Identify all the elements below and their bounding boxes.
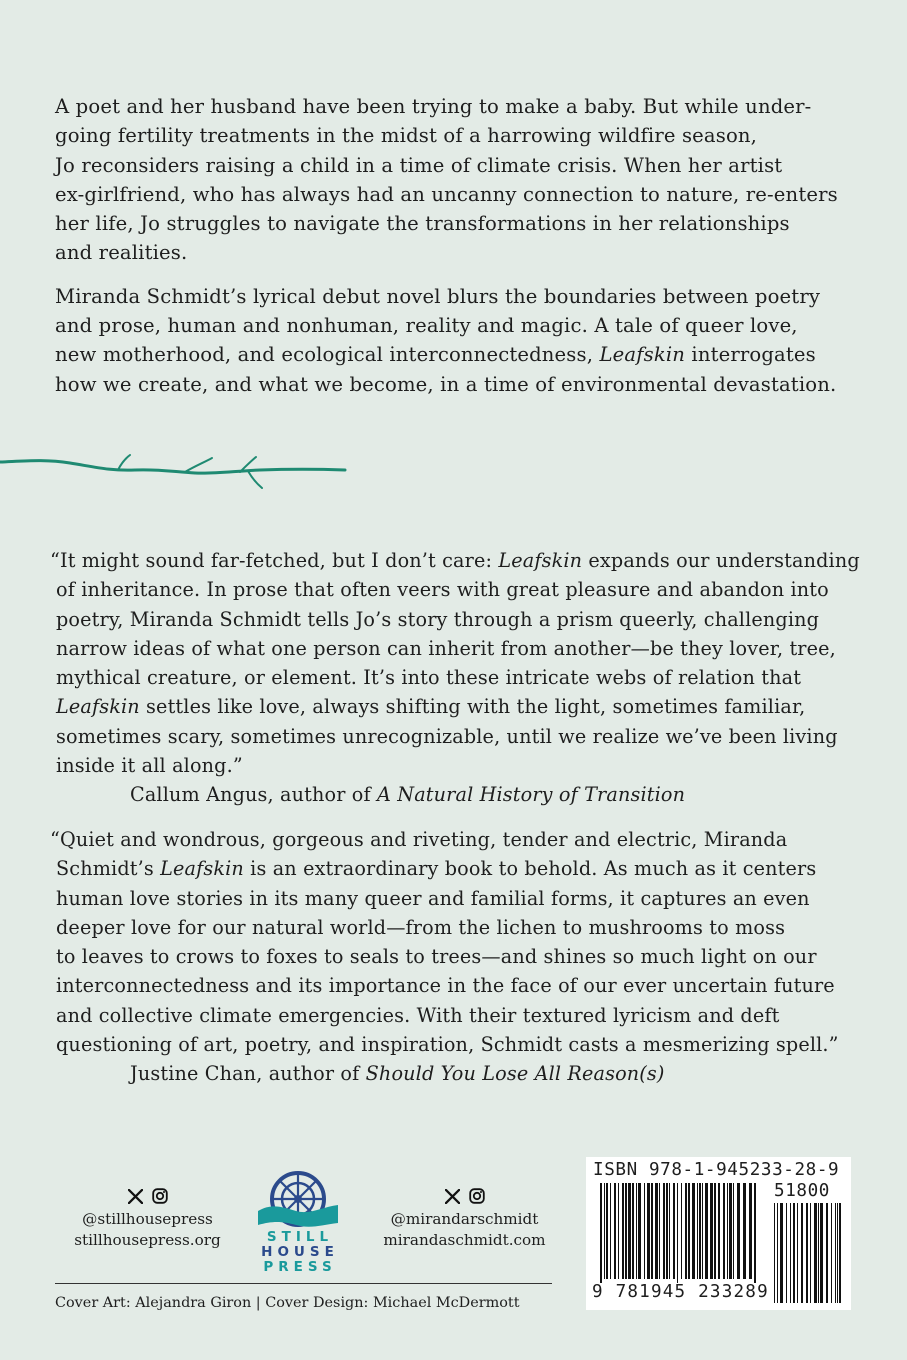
author-website[interactable]: mirandaschmidt.com — [383, 1231, 546, 1249]
description-blurb — [55, 92, 855, 413]
barcode-bar — [666, 1183, 668, 1279]
barcode-bar — [651, 1183, 653, 1279]
blurb-paragraph-1 — [55, 92, 855, 268]
author-contact — [372, 1186, 557, 1251]
barcode-bar — [647, 1183, 650, 1279]
book-title: Leafskin — [56, 695, 140, 719]
cover-credits: Cover Art: Alejandra Giron | Cover Design: Michael McDermott — [55, 1295, 520, 1311]
quote-body — [50, 825, 860, 1059]
blurb-line: ex-girlfriend, who has always had an uncanny connection to nature, re-enters — [55, 182, 838, 206]
logo-word: STILL — [266, 1229, 334, 1245]
price-code: 51800 — [774, 1181, 830, 1201]
quote-line: narrow ideas of what one person can inherit from another—be they lover, tree, — [56, 636, 836, 660]
publisher-social-icons — [55, 1186, 240, 1206]
barcode-bar — [818, 1203, 819, 1303]
book-title: Leafskin — [160, 857, 244, 881]
footer-divider — [55, 1283, 552, 1284]
barcode-bar — [638, 1183, 641, 1279]
barcode-bar — [826, 1203, 828, 1303]
quote-body — [50, 546, 860, 780]
barcode-bar — [618, 1183, 619, 1279]
barcode-bar — [659, 1183, 660, 1279]
barcode-bar — [729, 1183, 732, 1279]
vine-illustration — [0, 448, 350, 493]
blurb-line: and realities. — [55, 241, 188, 265]
quote-line: expands our understanding — [582, 549, 860, 572]
barcode-bar — [688, 1183, 690, 1279]
barcode-bar — [702, 1183, 703, 1279]
barcode-bar — [777, 1203, 778, 1303]
barcode-bar — [797, 1203, 798, 1303]
quote-line: is an extraordinary book to behold. As much as it centers — [243, 857, 817, 881]
barcode-bar — [610, 1183, 611, 1279]
quote-line: deeper love for our natural world—from the lichen to mushrooms to moss — [56, 915, 786, 939]
barcode-bar — [786, 1203, 787, 1303]
blurb-line: Miranda Schmidt’s lyrical debut novel blurs the boundaries between poetry — [55, 284, 821, 308]
blurb-line: how we create, and what we become, in a time of environmental devastation. — [55, 372, 837, 396]
barcode-bar — [632, 1183, 634, 1279]
barcode-bar — [737, 1183, 740, 1279]
book-title: Leafskin — [498, 549, 583, 572]
barcode-bar — [806, 1203, 808, 1303]
quote-line: poetry, Miranda Schmidt tells Jo’s story through a prism queerly, challenging — [56, 607, 820, 631]
quote-line: mythical creature, or element. It’s into these intricate webs of relation that — [56, 666, 802, 690]
x-icon[interactable] — [128, 1189, 143, 1204]
quote-line: settles like love, always shifting with the light, sometimes familiar, — [139, 695, 806, 719]
instagram-icon[interactable] — [152, 1188, 168, 1204]
blurb-quote-callum-angus — [50, 546, 860, 810]
logo-word: PRESS — [263, 1259, 337, 1275]
barcode-bar — [663, 1183, 665, 1279]
blurb-quote-justine-chan — [50, 825, 860, 1089]
barcode-bar — [655, 1183, 658, 1279]
barcode-bar — [820, 1203, 823, 1303]
barcode-bar — [677, 1183, 678, 1283]
barcode-bar — [604, 1183, 605, 1279]
isbn-number: ISBN 978-1-945233-28-9 — [593, 1160, 840, 1180]
attributed-book-title: A Natural History of Transition — [377, 783, 686, 807]
quote-attribution — [50, 780, 860, 809]
barcode-bar — [835, 1203, 836, 1303]
barcode-bar — [837, 1203, 838, 1303]
quote-line: interconnectedness and its importance in the face of our ever uncertain future — [56, 974, 835, 998]
barcode-bar — [636, 1183, 637, 1279]
blurb-line: going fertility treatments in the midst of a harrowing wildfire season, — [55, 124, 758, 148]
quote-line: to leaves to crows to foxes to seals to trees—and shines so much light on our — [56, 945, 817, 969]
attributed-book-title: Should You Lose All Reason(s) — [365, 1062, 665, 1086]
barcode-bar — [705, 1183, 708, 1279]
barcode-bar — [710, 1183, 713, 1279]
blurb-paragraph-2 — [55, 282, 855, 399]
quote-line: Schmidt’s — [56, 857, 161, 881]
still-house-press-logo — [252, 1159, 344, 1275]
barcode-bar — [628, 1183, 631, 1279]
barcode-bar — [600, 1183, 602, 1283]
publisher-contact — [55, 1186, 240, 1251]
blurb-line: Jo reconsiders raising a child in a time of climate crisis. When her artist — [55, 153, 783, 177]
blurb-line: new motherhood, and ecological interconnectedness, — [55, 343, 600, 367]
quote-line: and collective climate emergencies. With their textured lyricism and deft — [56, 1003, 780, 1027]
barcode-bar — [743, 1183, 746, 1279]
quote-line: of inheritance. In prose that often veers with great pleasure and abandon into — [56, 578, 829, 602]
barcode-bar — [810, 1203, 811, 1303]
quote-line: inside it all along.” — [56, 754, 243, 778]
logo-word: HOUSE — [261, 1244, 339, 1260]
barcode-bar — [644, 1183, 645, 1279]
ean-digits: 9 781945 233289 — [592, 1282, 769, 1302]
barcode-bar — [793, 1203, 795, 1303]
barcode-bar — [727, 1183, 728, 1279]
blurb-line: her life, Jo struggles to navigate the transformations in her relationships — [55, 212, 790, 236]
book-title: Leafskin — [599, 343, 686, 367]
barcode-bar — [718, 1183, 720, 1279]
attribution-text: Callum Angus, author of — [130, 783, 377, 807]
barcode-bar — [774, 1203, 775, 1303]
blurb-line: interrogates — [685, 343, 816, 367]
quote-line: “It might sound far-fetched, but I don’t care: — [50, 549, 499, 572]
barcode-bar — [692, 1183, 695, 1279]
barcode-bar — [685, 1183, 687, 1279]
blurb-line: A poet and her husband have been trying to make a baby. But while under- — [55, 95, 812, 118]
barcode-bar — [733, 1183, 734, 1279]
author-handle[interactable]: @mirandarschmidt — [390, 1210, 539, 1228]
publisher-website[interactable]: stillhousepress.org — [74, 1231, 221, 1249]
author-social-icons — [372, 1186, 557, 1206]
quote-attribution — [50, 1059, 860, 1088]
barcode-bar — [669, 1183, 670, 1279]
barcode-bar — [673, 1183, 675, 1279]
barcode-bar — [625, 1183, 627, 1279]
barcode-bar — [780, 1203, 783, 1303]
attribution-text: Justine Chan, author of — [130, 1062, 366, 1086]
barcode-bar — [749, 1183, 752, 1279]
quote-line: questioning of art, poetry, and inspiration, Schmidt casts a mesmerizing spell.” — [56, 1033, 839, 1057]
quote-line: “Quiet and wondrous, gorgeous and riveting, tender and electric, Miranda — [50, 828, 788, 851]
barcode-bar — [831, 1203, 832, 1303]
barcode-bar — [839, 1203, 841, 1303]
barcode-bar — [622, 1183, 624, 1279]
barcode-bar — [801, 1203, 803, 1303]
barcode-bar — [790, 1203, 791, 1303]
barcode-bar — [814, 1203, 817, 1303]
blurb-line: and prose, human and nonhuman, reality and magic. A tale of queer love, — [55, 314, 798, 338]
barcode-bar — [681, 1183, 682, 1279]
barcode-bar — [723, 1183, 725, 1279]
quote-line: human love stories in its many queer and familial forms, it captures an even — [56, 886, 810, 910]
barcode-bar — [697, 1183, 698, 1279]
barcode-bar — [714, 1183, 716, 1279]
barcode-bar — [754, 1183, 756, 1283]
publisher-handle[interactable]: @stillhousepress — [82, 1210, 213, 1228]
isbn-barcode — [586, 1157, 851, 1310]
barcode-bar — [606, 1183, 608, 1279]
instagram-icon[interactable] — [469, 1188, 485, 1204]
barcode-bar — [699, 1183, 701, 1279]
barcode-bar — [614, 1183, 616, 1279]
x-icon[interactable] — [445, 1189, 460, 1204]
quote-line: sometimes scary, sometimes unrecognizable, until we realize we’ve been living — [56, 724, 838, 748]
